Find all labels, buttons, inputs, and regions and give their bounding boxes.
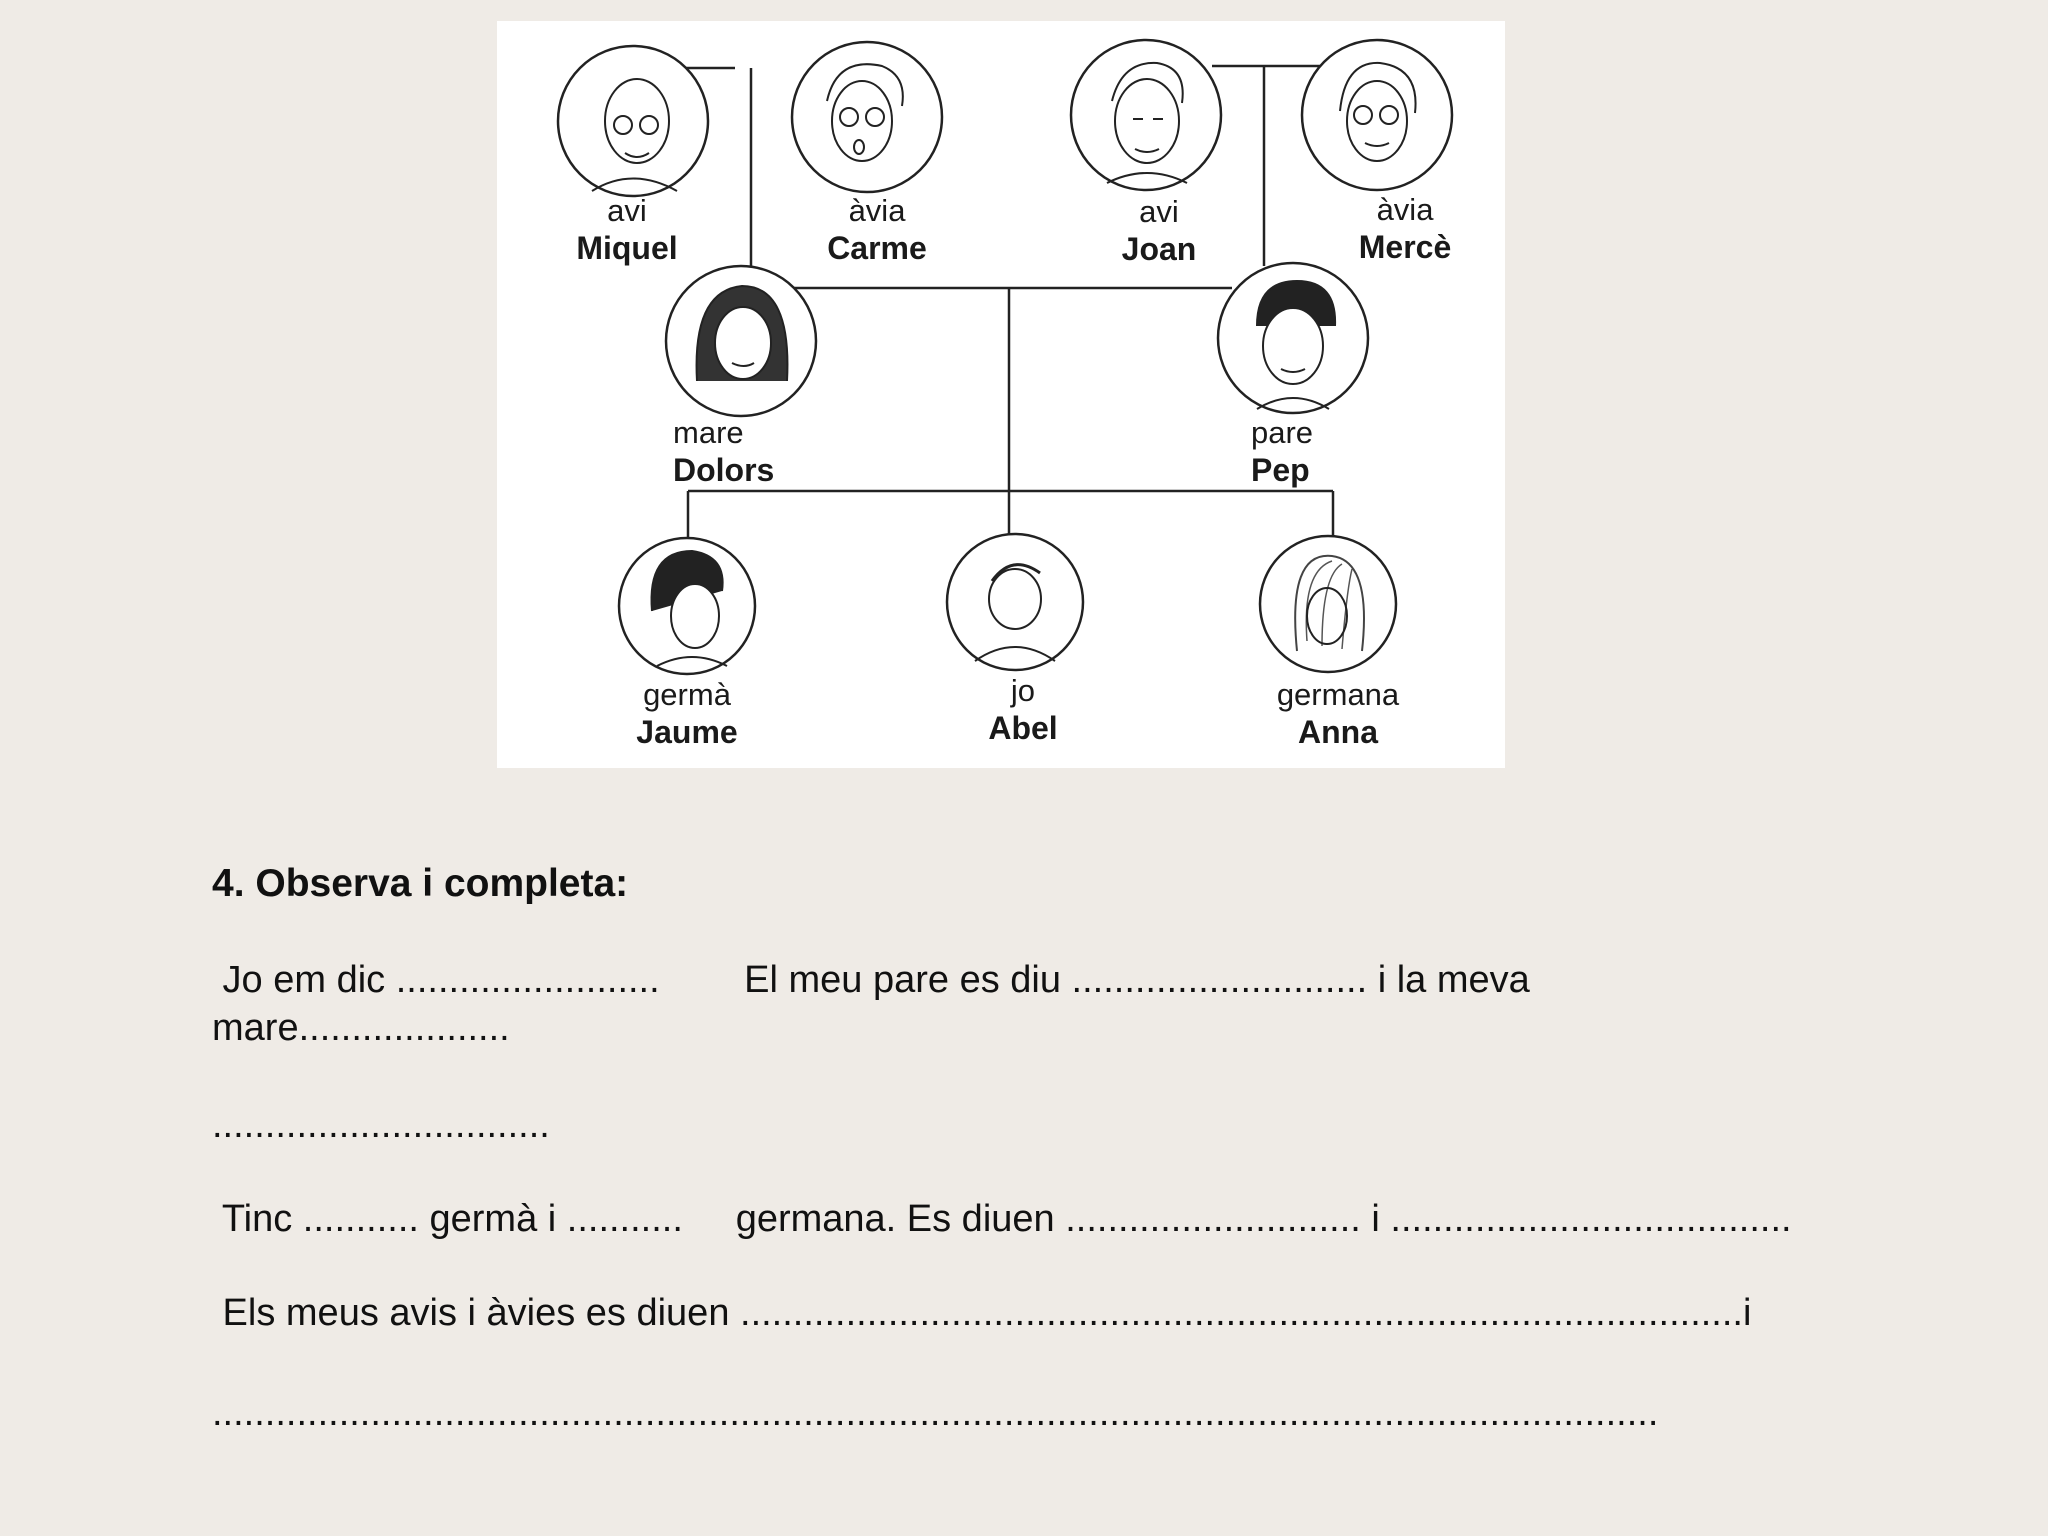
person-label-dolors [673,415,873,489]
name-label: Abel [988,710,1058,746]
family-tree-illustration [497,21,1505,768]
role-label: àvia [1376,192,1434,227]
person-label-anna [1238,677,1438,751]
mother-dolors-portrait [666,266,816,416]
person-label-abel [923,673,1123,747]
role-label: germà [643,677,731,712]
name-label: Dolors [673,452,775,488]
exercise-line-6: ......................................................................................................................................... [212,1392,1659,1434]
role-label: àvia [848,193,906,228]
exercise-line-1: Jo em dic ......................... El meu pare es diu ............................ i la meva [212,959,1530,1001]
role-label: jo [1010,673,1036,708]
name-label: Miquel [576,230,678,266]
name-label: Jaume [636,714,738,750]
name-label: Anna [1298,714,1378,750]
sister-anna-portrait [1260,536,1396,672]
exercise-heading: 4. Observa i completa: [212,862,629,905]
name-label: Mercè [1358,229,1452,265]
person-label-pep [1251,415,1451,489]
me-abel-portrait [947,534,1083,670]
father-pep-portrait [1218,263,1368,413]
exercise-line-3: ................................ [212,1104,550,1146]
role-label: avi [1139,194,1179,229]
role-label: pare [1251,415,1314,450]
exercise-line-2: mare.................... [212,1007,510,1049]
role-label: mare [673,415,744,450]
name-label: Carme [827,230,927,266]
person-label-carme [777,193,977,267]
grandfather-miquel-portrait [558,46,708,196]
name-label: Joan [1121,231,1197,267]
person-label-jaume [587,677,787,751]
role-label: avi [607,193,647,228]
grandmother-merce-portrait [1302,40,1452,190]
role-label: germana [1276,677,1400,712]
grandmother-carme-portrait [792,42,942,192]
person-label-joan [1059,194,1259,268]
grandfather-joan-portrait [1071,40,1221,190]
exercise-line-5: Els meus avis i àvies es diuen ...............................................................................................i [212,1292,1752,1334]
exercise-line-4: Tinc ........... germà i ........... germana. Es diuen ............................ i ...................................... [212,1198,1792,1240]
family-tree-lines [497,21,1505,768]
brother-jaume-portrait [619,538,755,674]
person-label-miquel [527,193,727,267]
name-label: Pep [1251,452,1310,488]
person-label-merce [1305,192,1505,266]
